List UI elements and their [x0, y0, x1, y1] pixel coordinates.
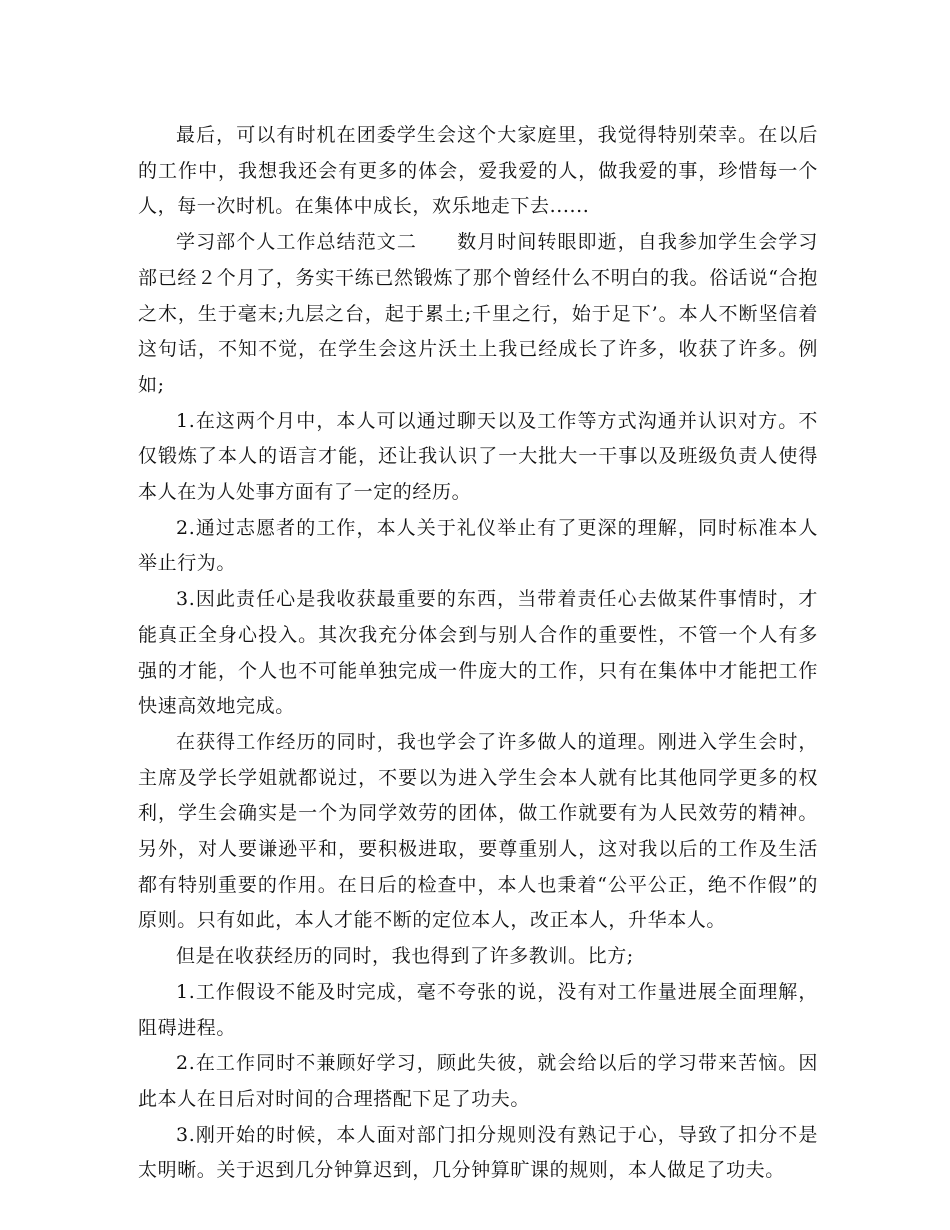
paragraph-lesson-3: 3.刚开始的时候，本人面对部门扣分规则没有熟记于心，导致了扣分不是太明晰。关于迟到几分钟算迟到，几分钟算旷课的规则，本人做足了功夫。 — [138, 1123, 818, 1182]
paragraph-lessons-intro: 但是在收获经历的同时，我也得到了许多教训。比方; — [176, 945, 634, 968]
paragraph-lessons-learned: 在获得工作经历的同时，我也学会了许多做人的道理。刚进入学生会时，主席及学长学姐就都说过，不要以为进入学生会本人就有比其他同学更多的权利，学生会确实是一个为同学效劳的团体，做工作就要有为人民效劳的精神。另外，对人要谦逊平和，要积极进取，要尊重别人，这对我以后的工作及生活都有特别重要的作用。在日后的检查中，本人也秉着“公平公正，绝不作假”的原则。只有如此，本人才能不断的定位本人，改正本人，升华本人。 — [138, 730, 818, 932]
paragraph-gain-1: 1.在这两个月中，本人可以通过聊天以及工作等方式沟通并认识对方。不仅锻炼了本人的语言才能，还让我认识了一大批大一干事以及班级负责人使得本人在为人处事方面有了一定的经历。 — [138, 409, 818, 504]
paragraph-gain-3: 3.因此责任心是我收获最重要的东西，当带着责任心去做某件事情时，才能真正全身心投入。其次我充分体会到与别人合作的重要性，不管一个人有多强的才能，个人也不可能单独完成一件庞大的工作，只有在集体中才能把工作快速高效地完成。 — [138, 588, 818, 718]
document-body — [138, 118, 818, 1189]
paragraph-lesson-2: 2.在工作同时不兼顾好学习，顾此失彼，就会给以后的学习带来苦恼。因此本人在日后对时间的合理搭配下足了功夫。 — [138, 1052, 818, 1110]
paragraph-closing: 最后，可以有时机在团委学生会这个大家庭里，我觉得特别荣幸。在以后的工作中，我想我还会有更多的体会，爱我爱的人，做我爱的事，珍惜每一个人，每一次时机。在集体中成长，欢乐地走下去...... — [138, 124, 818, 218]
paragraph-section-two-intro: 学习部个人工作总结范文二 数月时间转眼即逝，自我参加学生会学习部已经２个月了，务实干练已然锻炼了那个曾经什么不明白的我。俗话说“合抱之木，生于毫末;九层之台，起于累土;千里之行，始于足下’。本人不断坚信着这句话，不知不觉，在学生会这片沃土上我已经成长了许多，收获了许多。例如; — [138, 231, 818, 396]
paragraph-lesson-1: 1.工作假设不能及时完成，毫不夸张的说，没有对工作量进展全面理解，阻碍进程。 — [138, 980, 818, 1039]
paragraph-gain-2: 2.通过志愿者的工作，本人关于礼仪举止有了更深的理解，同时标准本人举止行为。 — [138, 516, 818, 575]
